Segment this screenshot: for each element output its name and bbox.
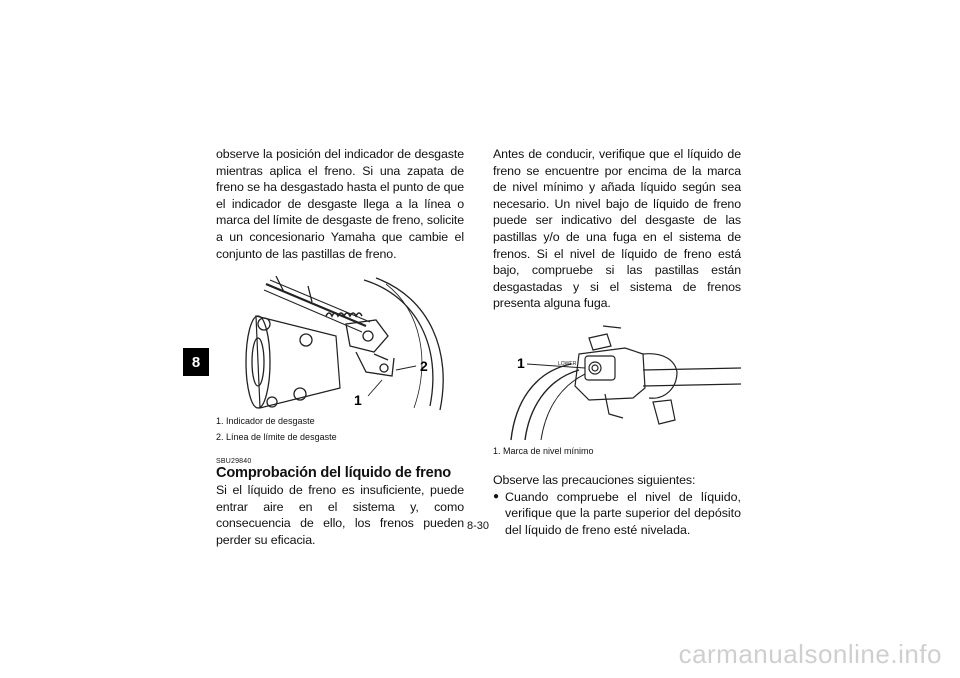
figure-caption-1: 1. Indicador de desgaste [216,416,315,427]
chapter-tab: 8 [183,348,209,376]
precautions-intro: Observe las precauciones siguientes: [493,472,696,487]
figure-caption-min-level: 1. Marca de nivel mínimo [493,445,594,456]
figure-caption-2: 2. Línea de límite de desgaste [216,432,337,443]
right-intro-paragraph: Antes de conducir, verifique que el líquido de freno se encuentre por encima de la marca de nivel mínimo y añada líquido según sea necesario. Un nivel bajo de líquido de freno puede ser indicativo del desgaste de las pastillas y/o de una fuga en el sistema de frenos. Si el nivel de líquido de freno está bajo, compruebe si las pastillas están desgastadas y si el sistema de frenos presenta alguna fuga. [493,147,741,311]
brake-fluid-reservoir-figure [493,324,741,458]
left-intro-paragraph: observe la posición del indicador de desgaste mientras aplica el freno. Si una zapata de freno se ha desgastado hasta el punto de que el indicador de desgaste llega a la línea o marca del límite de desgaste de freno, solicite a un concesionario Yamaha que cambie el conjunto de las pastillas de freno. [216,147,464,261]
brake-wear-illustration [216,276,464,412]
bullet-text: Cuando compruebe el nivel de líquido, verifique que la parte superior del depósito del líquido de freno esté nivelada. [505,489,741,537]
bullet-dot-icon: ● [493,490,500,502]
right-column [493,146,741,538]
brake-wear-indicator-figure [216,276,464,444]
section-paragraph: Si el líquido de freno es insuficiente, puede entrar aire en el sistema y, como consecuencia de ello, los frenos pueden perder su eficacia. [216,483,464,547]
callout-1-right: 1 [517,354,525,371]
callout-2: 2 [420,358,428,375]
callout-1: 1 [354,392,362,409]
page-number: 8-30 [467,520,490,532]
left-column [216,146,464,549]
precaution-bullet [493,489,741,539]
section-code: SBU29840 [216,458,252,466]
watermark: carmanualsonline.info [678,639,942,669]
reservoir-lower-label: LOWER [558,360,577,367]
brake-fluid-illustration [493,324,741,442]
section-heading: Comprobación del líquido de freno [216,465,452,482]
